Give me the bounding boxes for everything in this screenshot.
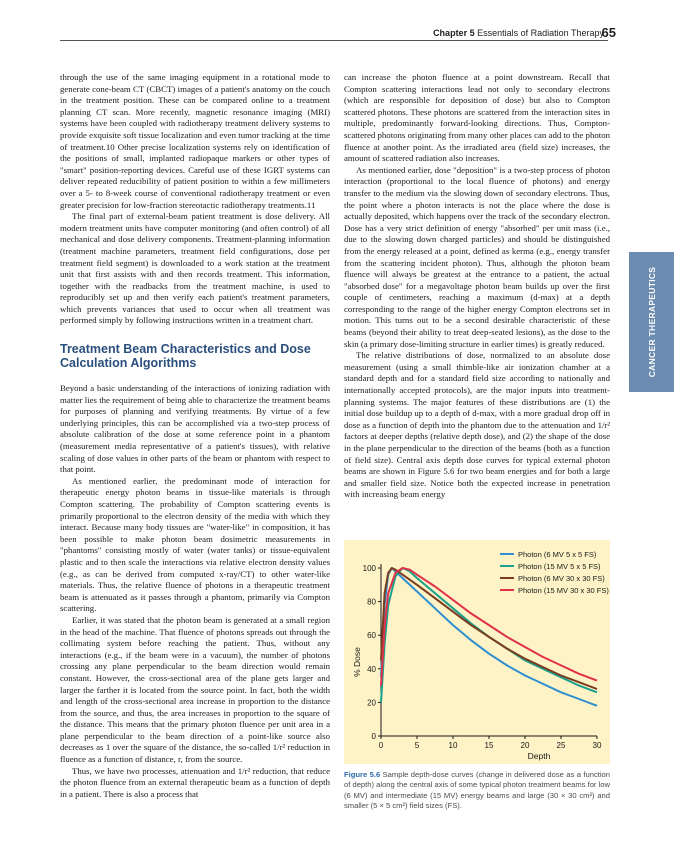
body-paragraph: As mentioned earlier, the predominant mode of interaction for therapeutic energy photon beams in tissue-like materials is through Compton scattering. The probability of Compton scattering events is primarily proportional to the electron density of the media with which they interact. Because many body tissues are "water-like" in composition, it has been possible to make photon beam dosimetric measurements in "phantoms" consisting mostly of water (water tanks) or tissue-equivalent plastic and to then scale the interactions via relative electron density values (e.g., as can be derived from computed x-ray/CT) to other water-like materials. Thus, the relative fluence of photons in a therapeutic treatment beam is attenuated as it passes through a phantom, primarily via Compton scattering. [60,475,330,614]
body-paragraph: Beyond a basic understanding of the interactions of ionizing radiation with matter lies the requirement of being able to characterize the treatment beams for purposes of planning and verifying treatments. By virtue of a few underlying principles, this can be accomplished via a two-step process of absolute calibration of the dose at some reference point in a phantom (measurement media representative of a patient's tissues), with relative scaling of dose values in other parts of the beam or phantom with respect to that point. [60,383,330,475]
depth-dose-chart [344,540,610,764]
chapter-label: Chapter 5 [433,28,475,38]
section-heading: Treatment Beam Characteristics and Dose Calculation Algorithms [60,342,311,371]
y-axis-title: % Dose [352,647,362,677]
figure-label: Figure 5.6 [344,770,381,779]
figure-caption-text: Sample depth-dose curves (change in delivered dose as a function of depth) along the central axis of some typical photon treatment beams for low (6 MV) and intermediate (15 MV) energy beams and large (30 × 30 cm²) and smaller (5 × 5 cm²) field sizes (FS). [344,770,610,811]
figure-caption [344,770,610,812]
body-paragraph: As mentioned earlier, dose "deposition" is a two-step process of photon interaction (proportional to the local fluence of photons) and energy transfer to the medium via the slowing down of secondary electrons. Thus, the point where a photon interacts is not the place where the dose is actually deposited, which happens over the track of the secondary electron. Dose has a very strict definition of energy "absorbed" per unit mass (i.e., due to the slowing down charged particles) and should be distinguished from the energy released at a point, defined as kerma (e.g., energy transfer from the scattering incident photon). Thus, although the photon beam fluence will always be greatest at the entrance to a patient, the actual "absorbed dose" for a megavoltage photon beam builds up over the first couple of centimeters, reaching a maximum (d-max) at a depth corresponding to the range of the higher energy Compton electrons set in motion. This turns out to be a second desirable characteristic of these beams (beyond their ability to treat deep-seated lesions), as the dose to the skin (a primary dose-limiting structure in earlier times) is greatly reduced. [344,164,610,349]
chapter-title: Essentials of Radiation Therapy [477,28,604,38]
body-paragraph: through the use of the same imaging equipment in a rotational mode to generate cone-beam CT (CBCT) images of a patient's anatomy on the couch in the treatment position. These can be compared online to a treatment planning CT scan. More recently, magnetic resonance imaging (MRI) systems have been coupled with radiotherapy treatment delivery systems to provide exquisite soft tissue localization and even tumor tracking at the time of treatment.10 Other precise localization systems rely on identification of the positions of small, implanted radiopaque markers or other types of "smart" position-reporting devices. Careful use of these IGRT systems can deliver repeated reducibility of patient position to within a few millimeters over a 5- to 8-week course of conventional radiotherapy treatment or even greater precision for low-fraction stereotactic radiotherapy treatments.11 [60,72,330,210]
left-column [60,72,330,800]
y-tick-label: 60 [367,631,376,641]
side-tab-label: CANCER THERAPEUTICS [646,266,657,378]
section-side-tab [629,252,674,392]
legend-label: Photon (15 MV 5 x 5 FS) [518,562,601,571]
x-tick-label: 5 [414,741,420,750]
x-tick-label: 10 [448,741,458,750]
x-tick-label: 15 [484,741,494,750]
x-tick-label: 30 [592,741,602,750]
body-paragraph: can increase the photon fluence at a point downstream. Recall that Compton scattering interactions lead not only to secondary electrons (which are responsible for deposition of dose) but also to Compton scattered photons. These photons are scattered from the interaction sites in multiple, predominantly forward-looking directions. Thus, Compton-scattered photons originating from many other places can add to the photon fluence at another point. As the irradiated area (field size) increases, the amount of scattered radiation also increases. [344,72,610,164]
body-paragraph: Earlier, it was stated that the photon beam is generated at a small region in the head of the machine. That fluence of photons spreads out through the collimating system before reaching the patient. Thus, without any interactions (e.g., if the beam were in a vacuum), the number of photons crossing any plane perpendicular to the beam direction would remain constant. However, the cross-sectional area of the plane gets larger and larger the farther it is located from the source point. In fact, both the width and length of the cross-sectional area increase in proportion to the distance from the source, and thus, the area increases in proportion to the square of the distance. This means that the primary photon fluence per unit area in a plane perpendicular to the beam direction of a point-like source also decreases as 1 over the square of the distance, the so-called 1/r² reduction in fluence as a function of distance, r, from the source. [60,614,330,765]
y-tick-label: 100 [362,564,376,573]
header-rule [60,40,608,41]
page-number: 65 [601,25,616,40]
legend-label: Photon (15 MV 30 x 30 FS) [518,586,609,595]
x-tick-label: 20 [520,741,530,750]
running-head [433,28,604,38]
y-tick-label: 20 [367,698,376,708]
body-paragraph: The final part of external-beam patient treatment is dose delivery. All modern treatment units have computer monitoring (and often control) of all mechanical and dose delivery components. Treatment-planning information (treatment machine parameters, treatment field configurations, dose per treatment field segment) is downloaded to a work station at the treatment unit that first assists with and then records treatment. This information, together with the readbacks from the treatment machine, is used to reproducibly set up and then verify each patient's treatment parameters, which prevents variances that used to occur when all treatment was performed simply by following instructions written in a treatment chart. [60,211,330,326]
body-paragraph: Thus, we have two processes, attenuation and 1/r² reduction, that reduce the photon fluence from an external therapeutic beam as a function of depth in a patient. There is also a process that [60,765,330,799]
legend-label: Photon (6 MV 5 x 5 FS) [518,550,597,559]
right-column [344,72,610,501]
x-tick-label: 0 [378,741,384,750]
y-tick-label: 40 [367,664,376,674]
legend-label: Photon (6 MV 30 x 30 FS) [518,574,605,583]
x-axis-title: Depth [527,751,551,761]
y-tick-label: 0 [371,732,376,741]
y-tick-label: 80 [367,597,376,607]
body-paragraph: The relative distributions of dose, normalized to an absolute dose measurement (using a small thimble-like air ionization chamber at a standard depth and for a standard field size according to nationally and internationally accepted protocols), are the major inputs into treatment-planning systems. The major features of these distributions are (1) the initial dose buildup up to a depth of d-max, with a more gradual drop off in dose as a function of depth into the phantom due to the attenuation and 1/r² factors at deeper depths (relative depth dose), and (2) the shape of the dose in the plane perpendicular to the direction of the beams (both as a function of field size). Central axis depth dose curves for typical external photon beams are shown in Figure 5.6 for two beam energies and for both a large and smaller field size. Notice both the expected increase in penetration with increasing beam energy [344,350,610,500]
x-tick-label: 25 [556,741,566,750]
